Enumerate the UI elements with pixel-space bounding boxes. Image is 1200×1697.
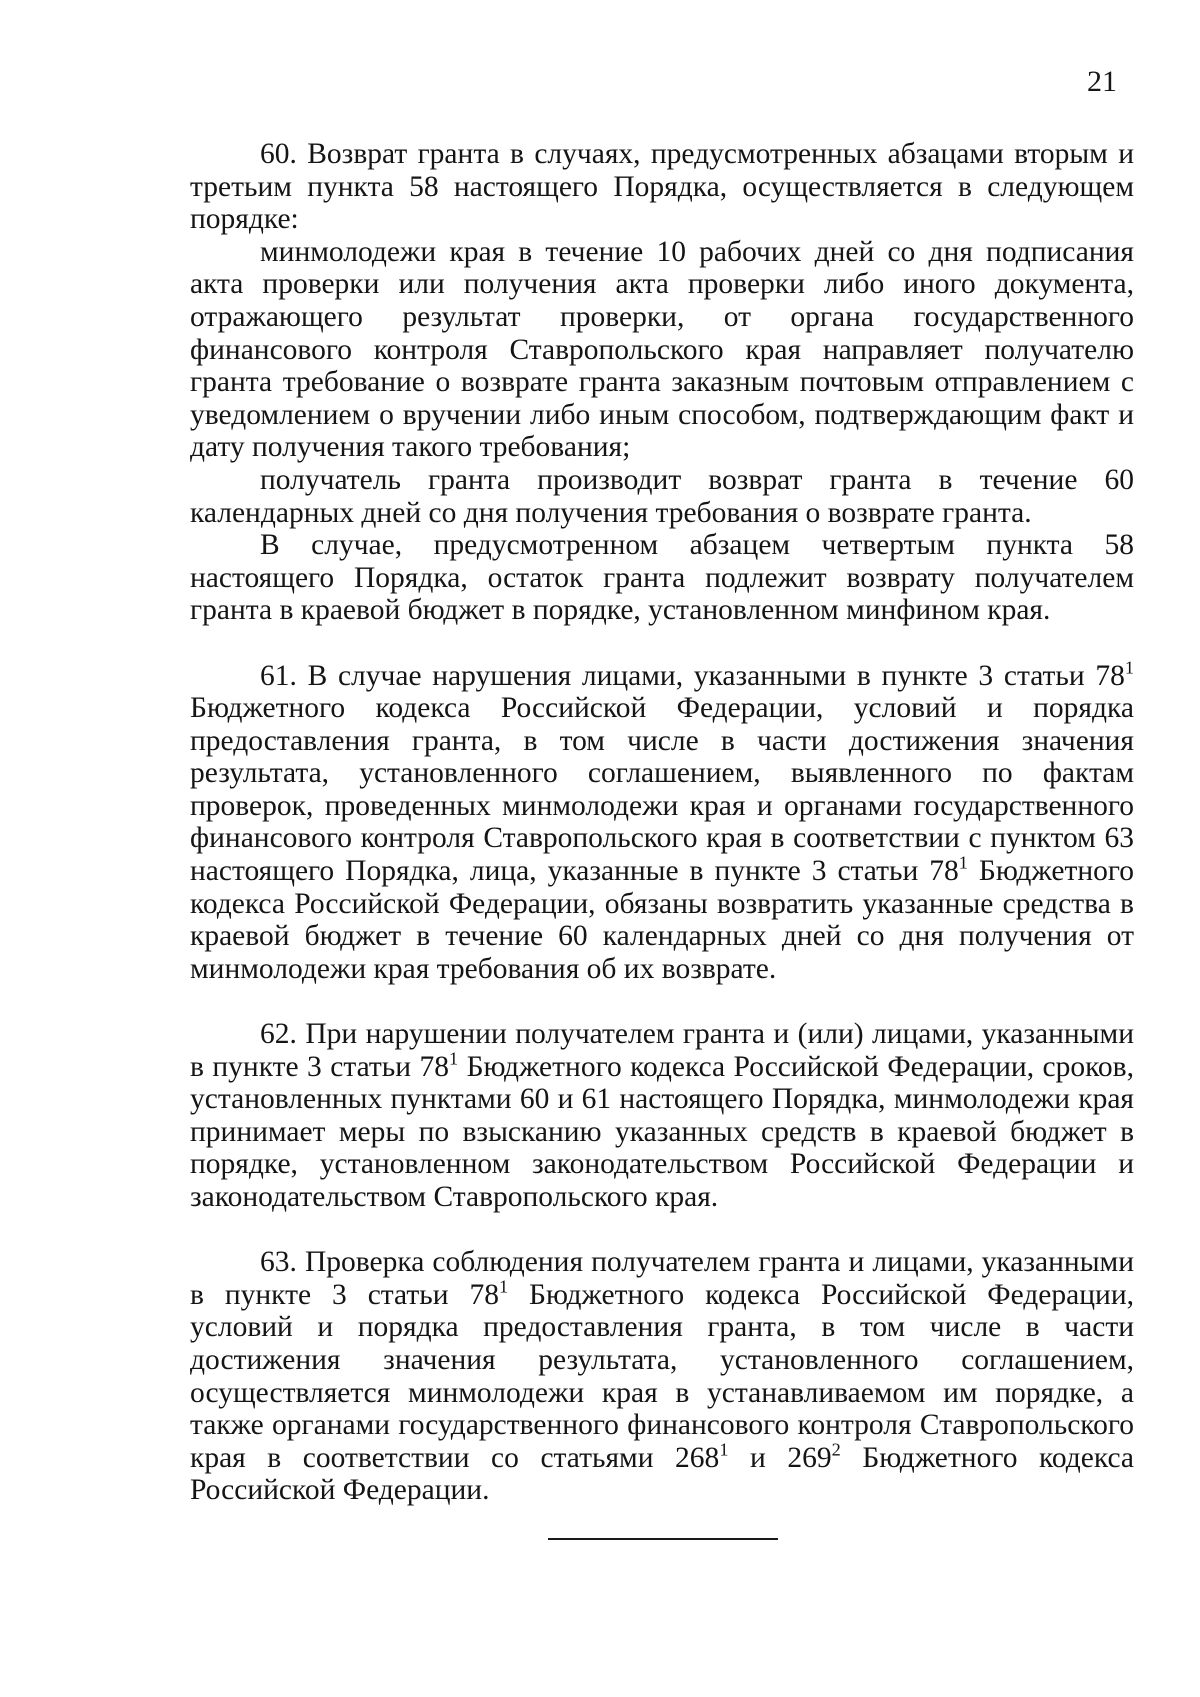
paragraph bbox=[190, 529, 1134, 627]
text-run: Бюджетного кодекса Российской Федерации, условий и порядка предоставления гранта, в том числе в части достижения значения результата, установленного соглашением, осуществляется минмолодежи края в устанавливаемом им порядке, а также органами государственного финансового контроля Ставропольского края в соответствии со статьями 268 bbox=[190, 1278, 1134, 1474]
superscript: 1 bbox=[958, 852, 968, 873]
paragraph bbox=[190, 657, 1134, 986]
text-run: 60. Возврат гранта в случаях, предусмотренных абзацами вторым и третьим пункта 58 настоящего Порядка, осуществляется в следующем порядке: bbox=[190, 138, 1134, 236]
text-run: 61. В случае нарушения лицами, указанными в пункте 3 статьи 78 bbox=[260, 659, 1125, 692]
superscript: 1 bbox=[449, 1048, 459, 1069]
page-number: 21 bbox=[1087, 65, 1117, 98]
paragraph bbox=[190, 236, 1134, 464]
superscript: 1 bbox=[719, 1439, 729, 1460]
text-run: и 269 bbox=[728, 1441, 832, 1474]
text-run: 63. Проверка соблюдения получателем гранта и лицами, указанными в пункте 3 статьи 78 bbox=[190, 1246, 1134, 1311]
text-run: получатель гранта производит возврат гранта в течение 60 календарных дней со дня получения требования о возврате гранта. bbox=[190, 463, 1134, 529]
text-run: Бюджетного кодекса Российской Федерации. bbox=[190, 1441, 1134, 1507]
end-of-text-rule bbox=[548, 1538, 778, 1540]
text-run: минмолодежи края в течение 10 рабочих дней со дня подписания акта проверки или получения акта проверки либо иного документа, отражающего результат проверки, от органа государственного финансового контроля Ставропольского края направляет получателю гранта требование о возврате гранта заказным почтовым отправлением с уведомлением о вручении либо иным способом, подтверждающим факт и дату получения такого требования; bbox=[190, 235, 1134, 464]
text-run: Бюджетного кодекса Российской Федерации, условий и порядка предоставления гранта, в том числе в части достижения значения результата, установленного соглашением, выявленного по фактам проверок, проведенных минмолодежи края и органами государственного финансового контроля Ставропольского края в соответствии с пунктом 63 настоящего Порядка, лица, указанные в пункте 3 статьи 78 bbox=[190, 692, 1134, 888]
text-run: 62. При нарушении получателем гранта и (или) лицами, указанными в пункте 3 статьи 78 bbox=[190, 1018, 1134, 1083]
document-body bbox=[190, 138, 1134, 1507]
superscript: 1 bbox=[1124, 657, 1134, 678]
text-run: В случае, предусмотренном абзацем четвертым пункта 58 настоящего Порядка, остаток гранта подлежит возврату получателем гранта в краевой бюджет в порядке, установленном минфином края. bbox=[190, 529, 1134, 627]
paragraph bbox=[190, 464, 1134, 529]
text-run: Бюджетного кодекса Российской Федерации, обязаны возвратить указанные средства в краевой бюджет в течение 60 календарных дней со дня получения от минмолодежи края требования об их возврате. bbox=[190, 855, 1134, 985]
superscript: 1 bbox=[498, 1276, 509, 1297]
text-run: Бюджетного кодекса Российской Федерации, сроков, установленных пунктами 60 и 61 настоящего Порядка, минмолодежи края принимает меры по взысканию указанных средств в краевой бюджет в порядке, установленном законодательством Российской Федерации и законодательством Ставропольского края. bbox=[190, 1050, 1134, 1213]
paragraph bbox=[190, 1246, 1134, 1507]
paragraph bbox=[190, 138, 1134, 236]
superscript: 2 bbox=[831, 1439, 841, 1460]
paragraph bbox=[190, 1018, 1134, 1214]
